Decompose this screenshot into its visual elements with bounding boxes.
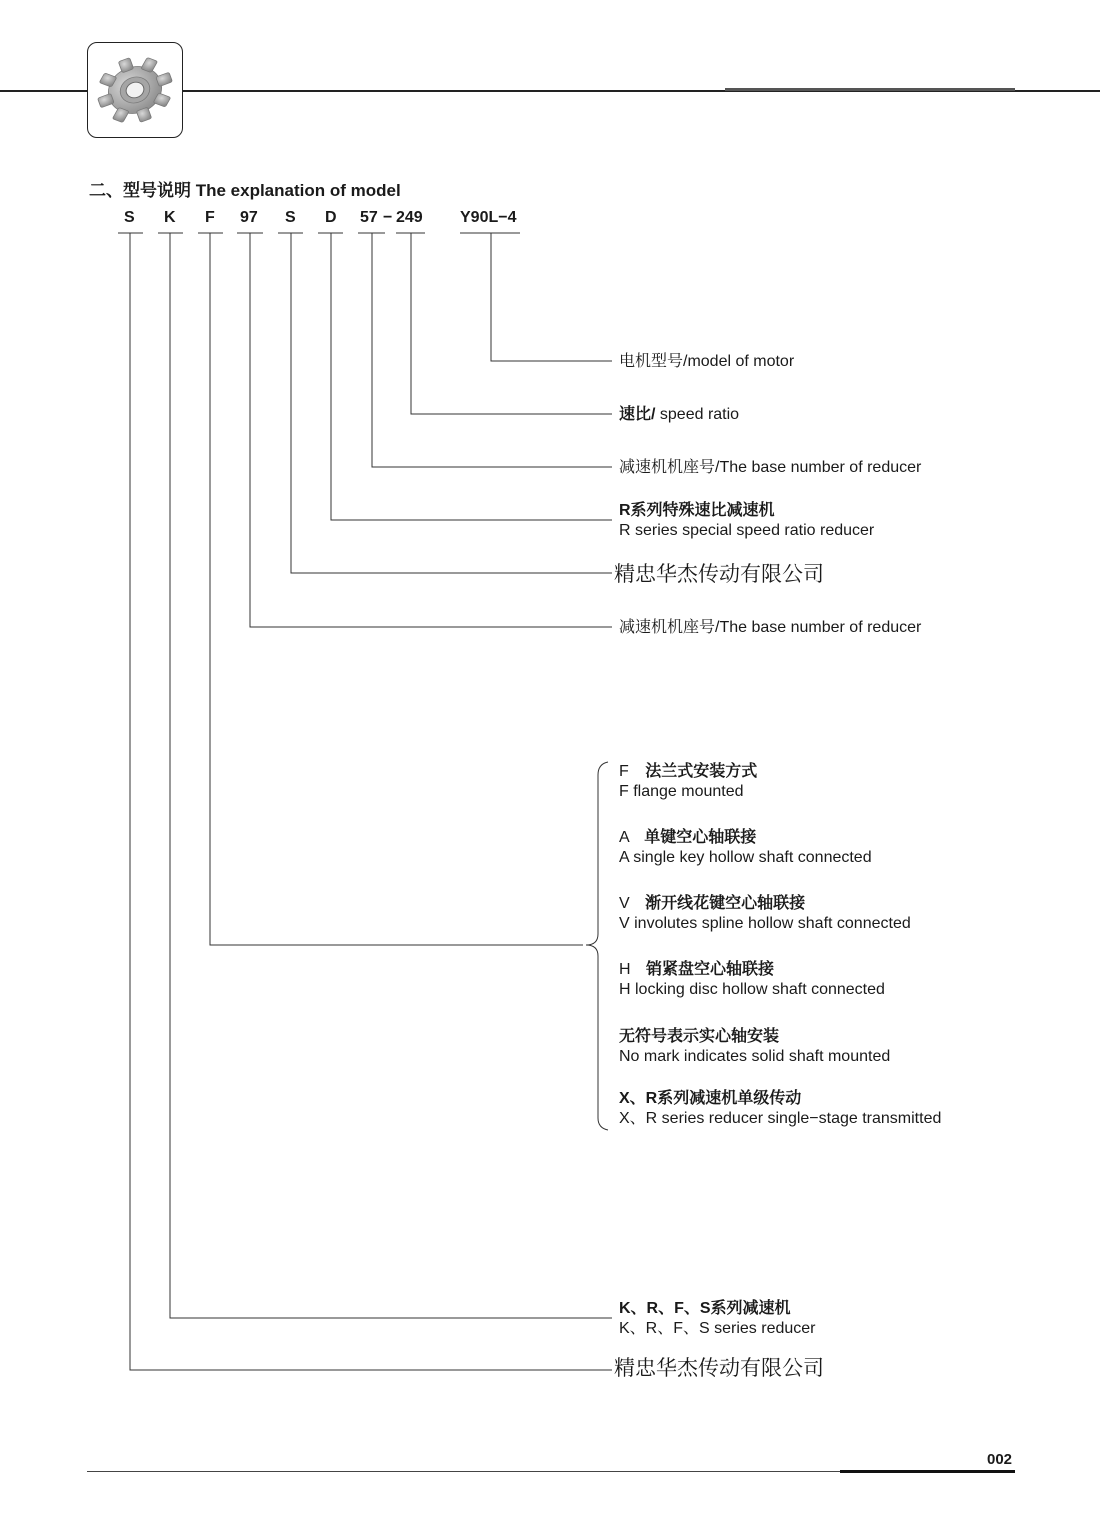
mount-x-en: X、R series reducer single−stage transmitted — [619, 1110, 942, 1127]
mount-v-cn: 渐开线花键空心轴联接 — [645, 895, 806, 912]
mount-v-cn-row — [619, 894, 805, 914]
desc-motor — [619, 352, 794, 372]
mount-h-code: H — [619, 961, 631, 978]
mount-a-code: A — [619, 829, 629, 846]
desc-motor-text: 电机型号/model of motor — [619, 353, 795, 370]
code-motor: Y90L−4 — [460, 209, 517, 226]
desc-ratio-en: speed ratio — [655, 406, 740, 423]
desc-ratio — [619, 405, 739, 425]
code-s2: S — [285, 209, 296, 226]
code-k: K — [164, 209, 176, 226]
mount-v-code: V — [619, 895, 630, 912]
company-name-2: 精忠华杰传动有限公司 — [614, 1356, 824, 1380]
mount-none-cn: 无符号表示实心轴安装 — [619, 1028, 780, 1045]
mount-f-cn: 法兰式安装方式 — [645, 763, 758, 780]
page-number: 002 — [987, 1451, 1013, 1468]
footer-rule-accent — [840, 1470, 1015, 1473]
desc-series-cn: K、R、F、S系列减速机 — [619, 1300, 791, 1317]
mount-h-cn: 销紧盘空心轴联接 — [646, 961, 775, 978]
code-f: F — [205, 209, 215, 226]
code-97: 97 — [240, 209, 258, 226]
mount-v-en: V involutes spline hollow shaft connected — [619, 915, 911, 932]
mount-f-en: F flange mounted — [619, 783, 744, 800]
mount-h-cn-row — [619, 960, 774, 980]
desc-series-en: K、R、F、S series reducer — [619, 1320, 816, 1337]
code-dash: − — [383, 209, 393, 226]
mount-a-cn-row — [619, 828, 756, 848]
desc-rseries-en: R series special speed ratio reducer — [619, 522, 875, 539]
mount-a-en: A single key hollow shaft connected — [619, 849, 872, 866]
desc-ratio-cn: 速比/ — [619, 406, 656, 423]
mount-x-cn: X、R系列减速机单级传动 — [619, 1090, 802, 1107]
mount-none-en: No mark indicates solid shaft mounted — [619, 1048, 891, 1065]
mount-f-cn-row — [619, 762, 757, 782]
mount-h-en: H locking disc hollow shaft connected — [619, 981, 885, 998]
code-249: 249 — [396, 209, 423, 226]
desc-base-2: 减速机机座号/The base number of reducer — [619, 619, 922, 636]
section-title: 二、型号说明 The explanation of model — [89, 181, 401, 200]
mount-f-code: F — [619, 763, 629, 780]
desc-base-1: 减速机机座号/The base number of reducer — [619, 459, 922, 476]
desc-rseries-cn: R系列特殊速比减速机 — [619, 502, 775, 519]
code-d: D — [325, 209, 337, 226]
mount-a-cn: 单键空心轴联接 — [644, 829, 757, 846]
code-s1: S — [124, 209, 135, 226]
code-57: 57 — [360, 209, 378, 226]
company-name-1: 精忠华杰传动有限公司 — [614, 562, 824, 586]
